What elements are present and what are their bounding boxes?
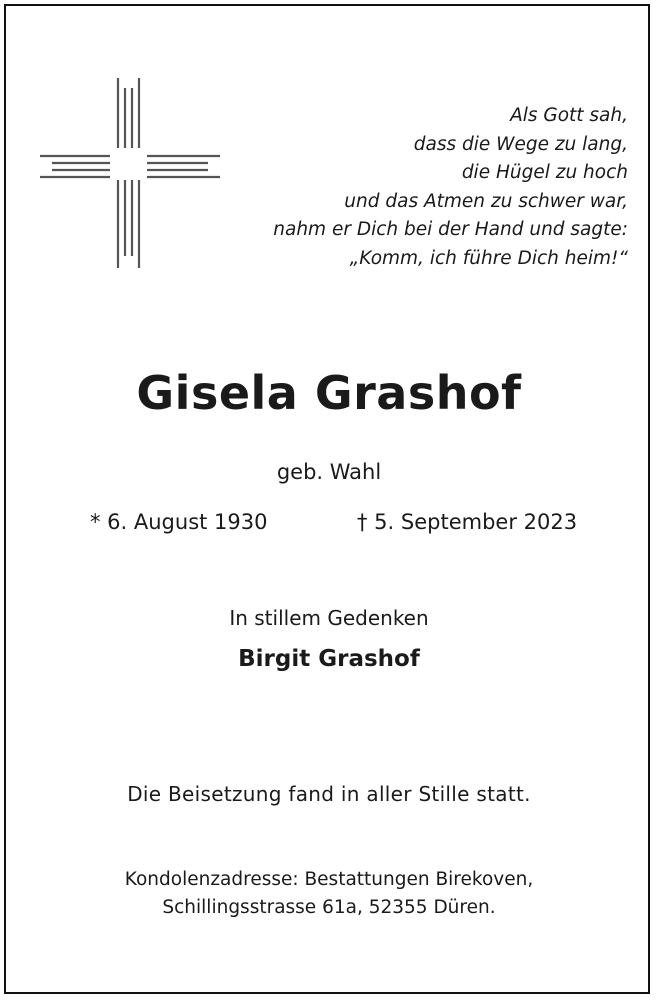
cross-icon	[40, 78, 220, 268]
deceased-name: Gisela Grashof	[136, 366, 522, 420]
poem-line: die Hügel zu hoch	[461, 162, 628, 183]
condolence-address	[0, 866, 658, 922]
poem-line: Als Gott sah,	[510, 105, 628, 126]
address-line: Schillingsstrasse 61a, 52355 Düren.	[162, 897, 496, 918]
death-date: † 5. September 2023	[357, 510, 578, 534]
birth-name: geb. Wahl	[276, 460, 382, 484]
address-line: Kondolenzadresse: Bestattungen Birekoven,	[124, 869, 534, 890]
mourner-name: Birgit Grashof	[238, 646, 420, 672]
poem-line: „Komm, ich führe Dich heim!“	[349, 247, 628, 269]
poem-line: nahm er Dich bei der Hand und sagte:	[273, 219, 628, 240]
poem	[208, 102, 628, 273]
memorial-phrase: In stillem Gedenken	[229, 606, 429, 630]
burial-note: Die Beisetzung fand in aller Stille statt.	[127, 782, 531, 806]
birth-date: * 6. August 1930	[90, 510, 268, 534]
poem-line: und das Atmen zu schwer war,	[344, 190, 628, 212]
poem-line: dass die Wege zu lang,	[413, 133, 628, 155]
